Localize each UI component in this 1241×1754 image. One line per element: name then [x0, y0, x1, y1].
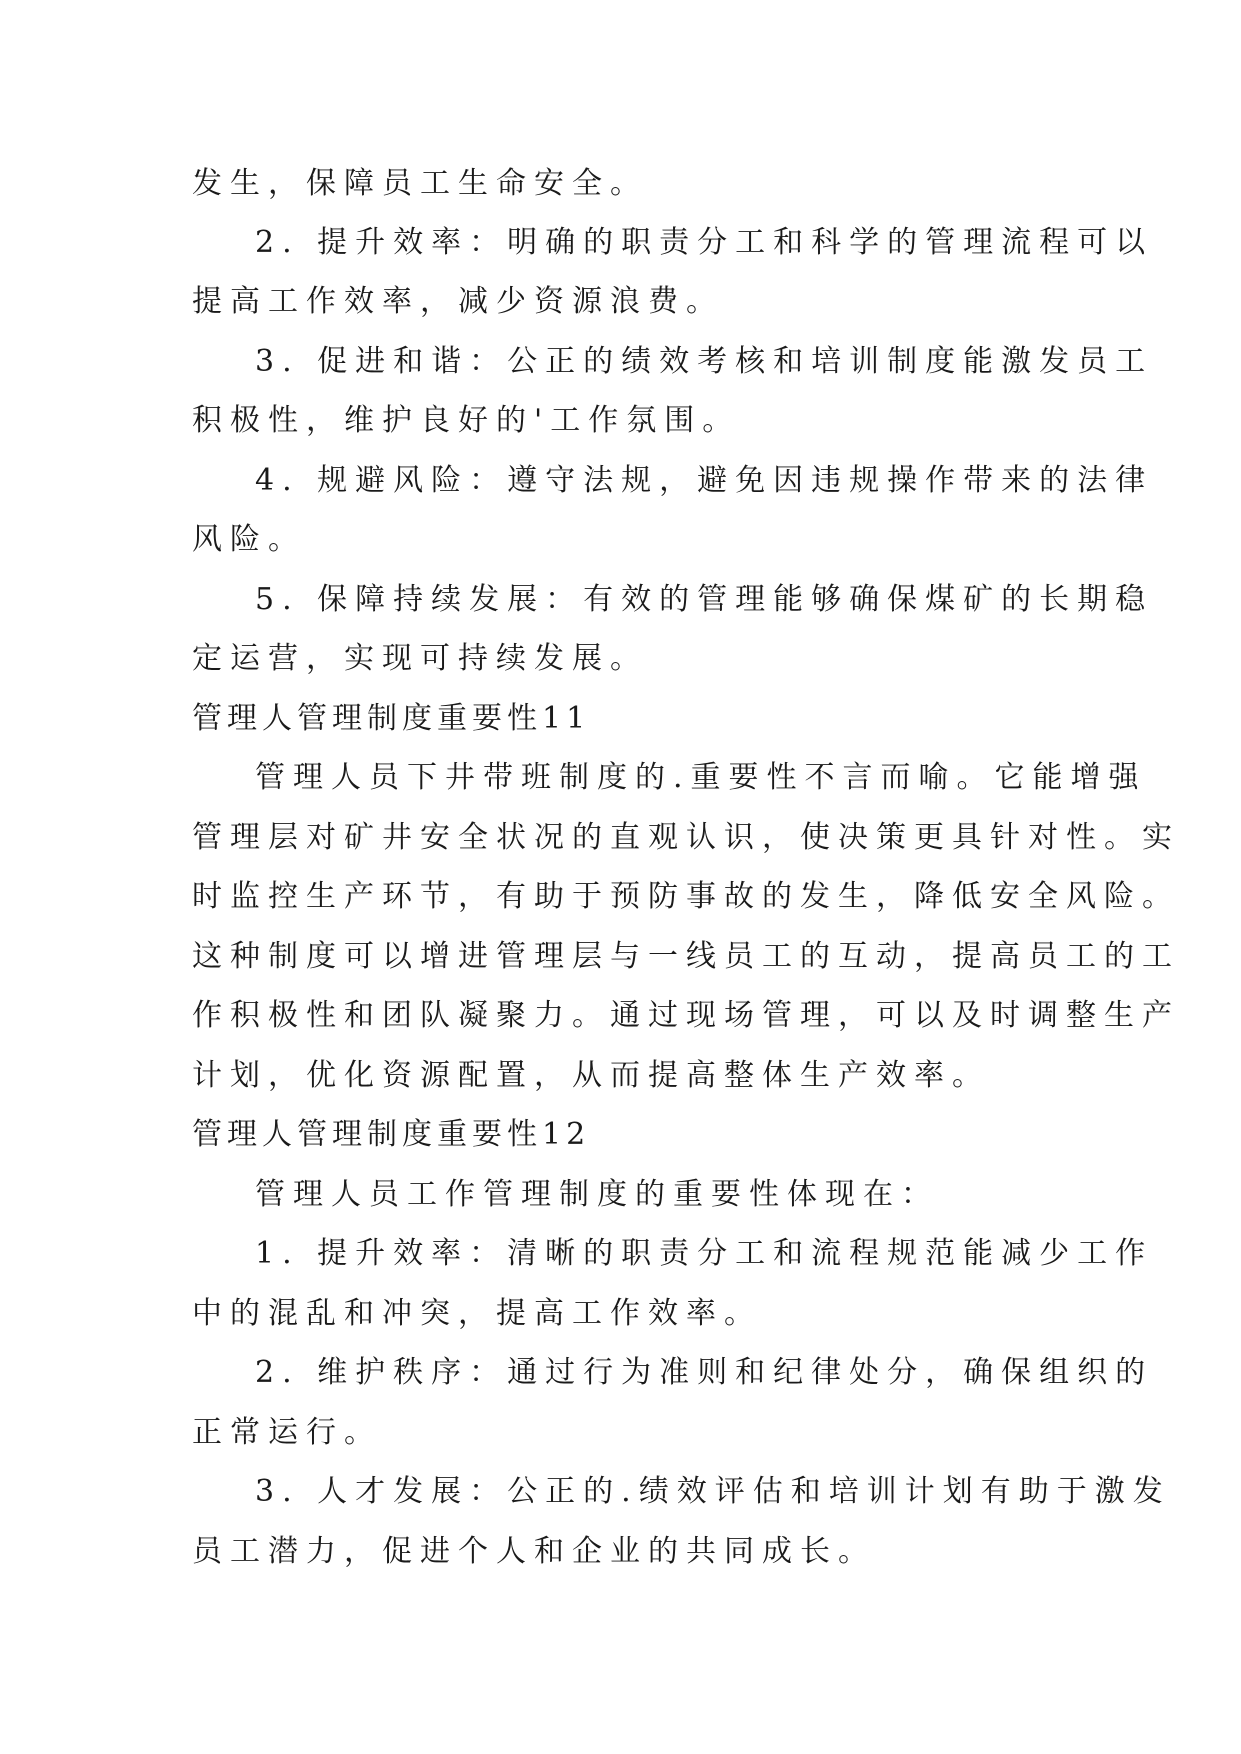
list-item-3-line-1: 3. 促进和谐：公正的绩效考核和培训制度能激发员工	[255, 344, 1154, 379]
list12-item-3-line-1: 3. 人才发展：公正的.绩效评估和培训计划有助于激发	[255, 1474, 1171, 1509]
list-item-2-line-1: 2. 提升效率：明确的职责分工和科学的管理流程可以	[255, 225, 1154, 260]
section-heading-11: 管理人管理制度重要性11	[192, 701, 591, 736]
list-item-5-line-2: 定运营，实现可持续发展。	[192, 641, 648, 676]
paragraph-11-line-3: 时监控生产环节，有助于预防事故的发生，降低安全风险。	[192, 879, 1180, 914]
list12-item-1-line-2: 中的混乱和冲突，提高工作效率。	[192, 1296, 762, 1331]
list12-item-2-line-1: 2. 维护秩序：通过行为准则和纪律处分，确保组织的	[255, 1355, 1154, 1390]
section-heading-12: 管理人管理制度重要性12	[192, 1117, 591, 1152]
list-item-4-line-1: 4. 规避风险：遵守法规，避免因违规操作带来的法律	[255, 463, 1154, 498]
paragraph-11-line-5: 作积极性和团队凝聚力。通过现场管理，可以及时调整生产	[192, 998, 1180, 1033]
list-item-2-line-2: 提高工作效率，减少资源浪费。	[192, 284, 724, 319]
list12-item-1-line-1: 1. 提升效率：清晰的职责分工和流程规范能减少工作	[255, 1236, 1154, 1271]
list-item-4-line-2: 风险。	[192, 522, 306, 557]
list12-item-2-line-2: 正常运行。	[192, 1415, 382, 1450]
paragraph-11-line-1: 管理人员下井带班制度的.重要性不言而喻。它能增强	[255, 760, 1147, 795]
list-item-3-line-2: 积极性，维护良好的'工作氛围。	[192, 403, 741, 438]
paragraph-11-line-2: 管理层对矿井安全状况的直观认识，使决策更具针对性。实	[192, 820, 1180, 855]
paragraph-12-intro: 管理人员工作管理制度的重要性体现在：	[255, 1177, 939, 1212]
list12-item-3-line-2: 员工潜力，促进个人和企业的共同成长。	[192, 1534, 876, 1569]
paragraph-11-line-4: 这种制度可以增进管理层与一线员工的互动，提高员工的工	[192, 939, 1180, 974]
body-line-1: 发生，保障员工生命安全。	[192, 166, 648, 201]
list-item-5-line-1: 5. 保障持续发展：有效的管理能够确保煤矿的长期稳	[255, 582, 1154, 617]
paragraph-11-line-6: 计划，优化资源配置，从而提高整体生产效率。	[192, 1058, 990, 1093]
